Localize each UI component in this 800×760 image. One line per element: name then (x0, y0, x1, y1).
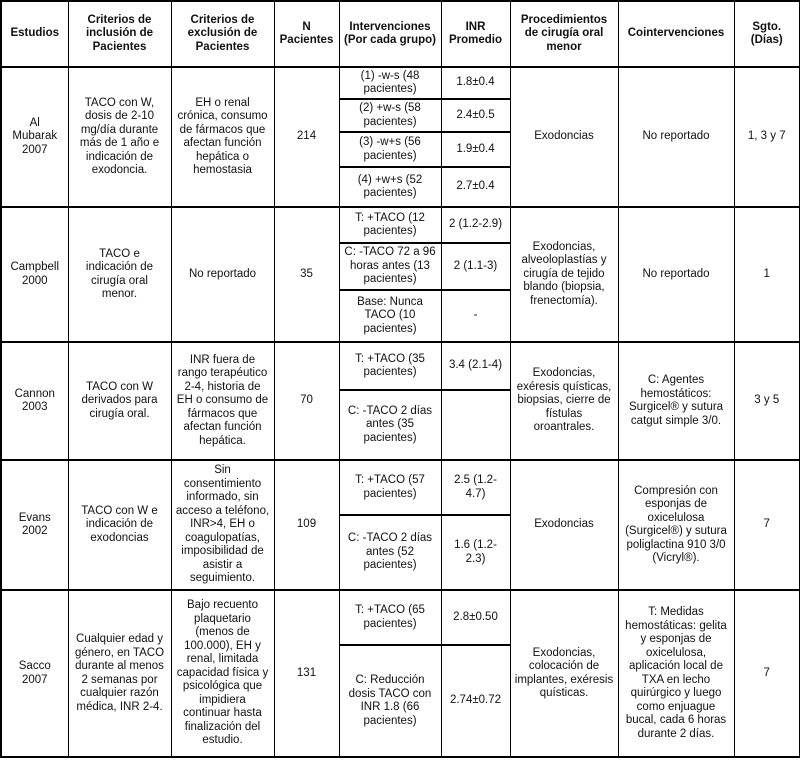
table-row (1, 342, 800, 390)
inr-average: 2.74±0.72 (441, 645, 510, 757)
inr-average: 2.7±0.4 (441, 167, 510, 207)
intervention-group: (2) +w-s (58 pacientes) (339, 99, 441, 132)
inr-average: 2.8±0.50 (441, 590, 510, 645)
table-body (1, 67, 800, 757)
header-row (1, 1, 800, 67)
inr-average: - (441, 290, 510, 342)
intervention-group: T: +TACO (12 pacientes) (339, 207, 441, 243)
study-name: Al Mubarak 2007 (1, 67, 68, 207)
intervention-group: T: +TACO (65 pacientes) (339, 590, 441, 645)
patient-count: 214 (274, 67, 339, 207)
inclusion-criteria: Cualquier edad y género, en TACO durante al menos 2 semanas por cualquier razón médica, INR 2-4. (68, 590, 171, 757)
study-name: Sacco 2007 (1, 590, 68, 757)
study-name: Evans 2002 (1, 460, 68, 590)
procedures: Exodoncias, exéresis quísticas, biopsias, cierre de fístulas oroantrales. (510, 342, 618, 460)
intervention-group: C: Reducción dosis TACO con INR 1.8 (66 pacientes) (339, 645, 441, 757)
header-interventions: Intervenciones (Por cada grupo) (339, 1, 441, 67)
header-exclusion: Criterios de exclusión de Pacientes (171, 1, 274, 67)
table-row (1, 590, 800, 645)
table-row (1, 207, 800, 243)
exclusion-criteria: No reportado (171, 207, 274, 342)
header-n-patients: N Pacientes (274, 1, 339, 67)
intervention-group: C: -TACO 72 a 96 horas antes (13 pacientes) (339, 243, 441, 290)
header-followup: Sgto. (Días) (734, 1, 800, 67)
procedures: Exodoncias, colocación de implantes, exéresis quísticas. (510, 590, 618, 757)
inclusion-criteria: TACO e indicación de cirugía oral menor. (68, 207, 171, 342)
procedures: Exodoncias, alveoloplastías y cirugía de tejido blando (biopsia, frenectomía). (510, 207, 618, 342)
inr-average: 2 (1.2-2.9) (441, 207, 510, 243)
inr-average: 1.8±0.4 (441, 67, 510, 99)
followup-days: 3 y 5 (734, 342, 800, 460)
inclusion-criteria: TACO con W, dosis de 2-10 mg/día durante más de 1 año e indicación de exodoncia. (68, 67, 171, 207)
inr-average: 1.6 (1.2-2.3) (441, 515, 510, 590)
intervention-group: (1) -w-s (48 pacientes) (339, 67, 441, 99)
patient-count: 35 (274, 207, 339, 342)
header-procedures: Procedimientos de cirugía oral menor (510, 1, 618, 67)
intervention-group: (4) +w+s (52 pacientes) (339, 167, 441, 207)
inr-average: 2.4±0.5 (441, 99, 510, 132)
cointerventions: No reportado (618, 207, 734, 342)
header-studies: Estudios (1, 1, 68, 67)
header-inclusion: Criterios de inclusión de Pacientes (68, 1, 171, 67)
exclusion-criteria: EH o renal crónica, consumo de fármacos que afectan función hepática o hemostasia (171, 67, 274, 207)
inr-average: 3.4 (2.1-4) (441, 342, 510, 390)
cointerventions: Compresión con esponjas de oxicelulosa (Surgicel®) y sutura poliglactina 910 3/0 (Vicryl®). (618, 460, 734, 590)
cointerventions: C: Agentes hemostáticos: Surgicel® y sutura catgut simple 3/0. (618, 342, 734, 460)
inr-average: 2 (1.1-3) (441, 243, 510, 290)
followup-days: 7 (734, 590, 800, 757)
intervention-group: C: -TACO 2 días antes (52 pacientes) (339, 515, 441, 590)
followup-days: 1 (734, 207, 800, 342)
exclusion-criteria: INR fuera de rango terapéutico 2-4, historia de EH o consumo de fármacos que afectan función hepática. (171, 342, 274, 460)
procedures: Exodoncias (510, 460, 618, 590)
patient-count: 109 (274, 460, 339, 590)
inclusion-criteria: TACO con W derivados para cirugía oral. (68, 342, 171, 460)
study-name: Cannon 2003 (1, 342, 68, 460)
followup-days: 1, 3 y 7 (734, 67, 800, 207)
study-name: Campbell 2000 (1, 207, 68, 342)
cointerventions: T: Medidas hemostáticas: gelita y esponjas de oxicelulosa, aplicación local de TXA en lecho quirúrgico y luego como enjuague bucal, cada 6 horas durante 2 días. (618, 590, 734, 757)
followup-days: 7 (734, 460, 800, 590)
patient-count: 131 (274, 590, 339, 757)
intervention-group: C: -TACO 2 días antes (35 pacientes) (339, 390, 441, 460)
intervention-group: (3) -w+s (56 pacientes) (339, 132, 441, 167)
exclusion-criteria: Sin consentimiento informado, sin acceso a teléfono, INR>4, EH o coagulopatías, imposibilidad de asistir a seguimiento. (171, 460, 274, 590)
procedures: Exodoncias (510, 67, 618, 207)
intervention-group: Base: Nunca TACO (10 pacientes) (339, 290, 441, 342)
header-cointerventions: Cointervenciones (618, 1, 734, 67)
patient-count: 70 (274, 342, 339, 460)
header-inr: INR Promedio (441, 1, 510, 67)
exclusion-criteria: Bajo recuento plaquetario (menos de 100.000), EH y renal, limitada capacidad física y psicológica que impidiera continuar hasta finalización del estudio. (171, 590, 274, 757)
table-row (1, 67, 800, 99)
table-row (1, 460, 800, 515)
cointerventions: No reportado (618, 67, 734, 207)
intervention-group: T: +TACO (35 pacientes) (339, 342, 441, 390)
inr-average: 1.9±0.4 (441, 132, 510, 167)
inclusion-criteria: TACO con W e indicación de exodoncias (68, 460, 171, 590)
intervention-group: T: +TACO (57 pacientes) (339, 460, 441, 515)
inr-average (441, 390, 510, 460)
inr-average: 2.5 (1.2-4.7) (441, 460, 510, 515)
